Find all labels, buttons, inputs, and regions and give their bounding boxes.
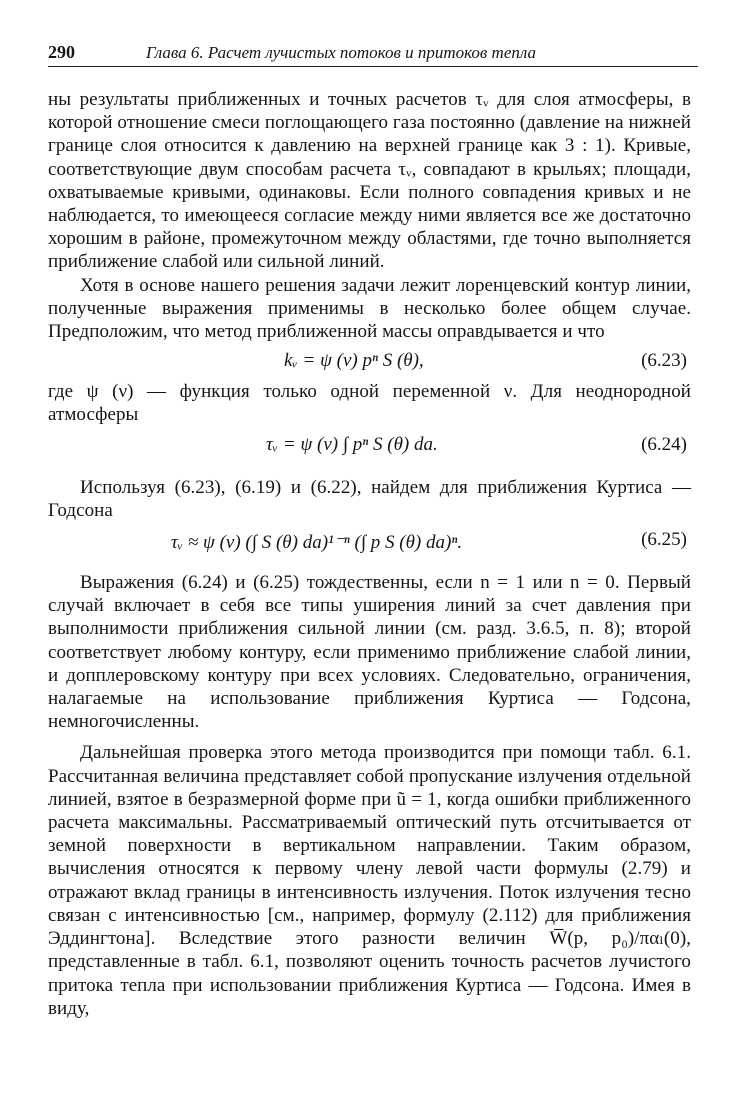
- equation-formula: τᵥ ≈ ψ (ν) (∫ S (θ) da)¹⁻ⁿ (∫ p S (θ) da)ⁿ.: [171, 532, 463, 554]
- equation-6-23: [48, 346, 691, 377]
- equation-6-25: [48, 525, 691, 563]
- equation-formula: kᵥ = ψ (ν) pⁿ S (θ),: [284, 350, 424, 372]
- equation-number: (6.25): [641, 529, 687, 551]
- paragraph-3: где ψ (ν) — функция только одной переменной ν. Для неоднородной атмосферы: [48, 381, 691, 426]
- paragraph-4: Используя (6.23), (6.19) и (6.22), найдем для приближения Куртиса — Годсона: [48, 476, 691, 521]
- page-number: 290: [48, 42, 75, 62]
- running-title: Глава 6. Расчет лучистых потоков и притоков тепла: [146, 43, 537, 62]
- equation-number: (6.24): [641, 433, 687, 455]
- paragraph-6: Дальнейшая проверка этого метода производится при помощи табл. 6.1. Рассчитанная величина представляет собой пропускание излучения отдельной линией, взятое в безразмерной форме при ũ = 1, когда ошибки приближенного расчета максимальны. Рассматриваемый оптический путь отсчитывается от земной поверхности в вертикальном направлении. Таким образом, вычисления относятся к первому члену левой части формулы (2.79) и отражают вклад границы в интенсивность излучения. Поток излучения тесно связан с интенсивностью [см., например, формулу (2.112) для приближения Эддингтона]. Вследствие этого разности величин W̅(p, p₀)/παₗ(0), представленные в табл. 6.1, позволяют оценить точность расчетов лучистого притока тепла при использовании приближения Куртиса — Годсона. Имея в виду,: [48, 742, 691, 1019]
- page-body: [48, 88, 691, 1020]
- paragraph-1: ны результаты приближенных и точных расчетов τᵥ для слоя атмосферы, в которой отношение смеси поглощающего газа постоянно (давление на нижней границе слоя относится к давлению на верхней границе как 3 : 1). Кривые, соответствующие двум способам расчета τᵥ, совпадают в крыльях; площади, охватываемые кривыми, одинаковы. Если полного совпадения кривых и не наблюдается, то имеющееся согласие между ними является все же достаточно хорошим в районе, промежуточном между областями, где точно выполняется приближение слабой или сильной линий.: [48, 89, 691, 273]
- equation-6-24: [48, 430, 691, 468]
- equation-formula: τᵥ = ψ (ν) ∫ pⁿ S (θ) da.: [266, 433, 438, 455]
- paragraph-5: Выражения (6.24) и (6.25) тождественны, если n = 1 или n = 0. Первый случай включает в себя все типы уширения линий за счет давления при выполнимости приближения сильной линии (см. разд. 3.6.5, п. 8); второй соответствует любому контуру, если применимо приближение слабой линии, и допплеровскому контуру при всех условиях. Следовательно, ограничения, налагаемые на использование приближения Куртиса — Годсона, немногочисленны.: [48, 572, 691, 733]
- paragraph-2: Хотя в основе нашего решения задачи лежит лоренцевский контур линии, полученные выражения применимы в несколько более общем случае. Предположим, что метод приближенной массы оправдывается и что: [48, 274, 691, 343]
- page-header: [48, 42, 698, 67]
- equation-number: (6.23): [641, 350, 687, 372]
